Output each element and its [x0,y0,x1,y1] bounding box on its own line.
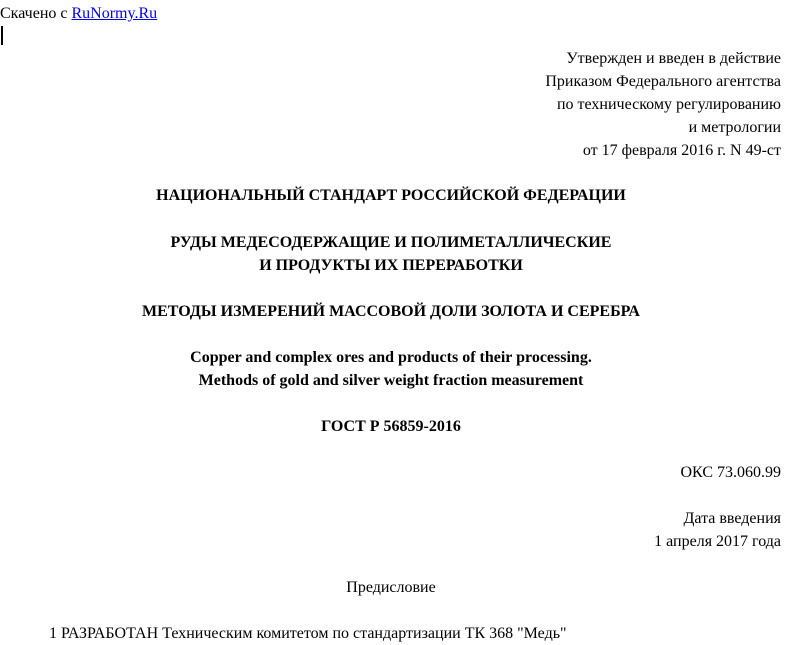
approval-line-4: и метрологии [688,119,781,136]
approval-line-2: Приказом Федерального агентства [545,73,781,90]
oks-code: ОКС 73.060.99 [680,464,781,481]
national-title-text: НАЦИОНАЛЬНЫЙ СТАНДАРТ РОССИЙСКОЙ ФЕДЕРАЦИИ [156,187,626,204]
methods-title-text: МЕТОДЫ ИЗМЕРЕНИЙ МАССОВОЙ ДОЛИ ЗОЛОТА И СЕРЕБРА [142,303,640,320]
approval-line-5: от 17 февраля 2016 г. N 49-ст [582,142,781,159]
subject-line-1: РУДЫ МЕДЕСОДЕРЖАЩИЕ И ПОЛИМЕТАЛЛИЧЕСКИЕ [170,234,612,251]
preface-title: Предисловие [346,579,436,596]
english-line-2: Methods of gold and silver weight fraction measurement [198,372,584,389]
text-cursor [1,26,3,45]
gost-code [0,415,782,438]
approval-line-3: по техническому регулированию [556,96,781,113]
gost-code-text: ГОСТ Р 56859-2016 [321,418,461,435]
english-line-1: Copper and complex ores and products of their processing. [190,349,592,366]
methods-title [0,300,782,323]
preface-item-1: 1 РАЗРАБОТАН Техническим комитетом по стандартизации ТК 368 "Медь" [49,625,567,642]
national-standard-title [0,184,782,207]
download-notice [0,2,157,25]
english-title [0,346,782,392]
introduction-label: Дата введения [683,510,781,527]
download-prefix: Скачено с [0,5,72,22]
subject-line-2: И ПРОДУКТЫ ИХ ПЕРЕРАБОТКИ [259,257,523,274]
approval-block [545,47,781,162]
runormy-link[interactable]: RuNormy.Ru [71,5,158,22]
approval-line-1: Утвержден и введен в действие [566,50,781,67]
introduction-date: 1 апреля 2017 года [654,533,781,550]
subject-title [0,231,782,277]
